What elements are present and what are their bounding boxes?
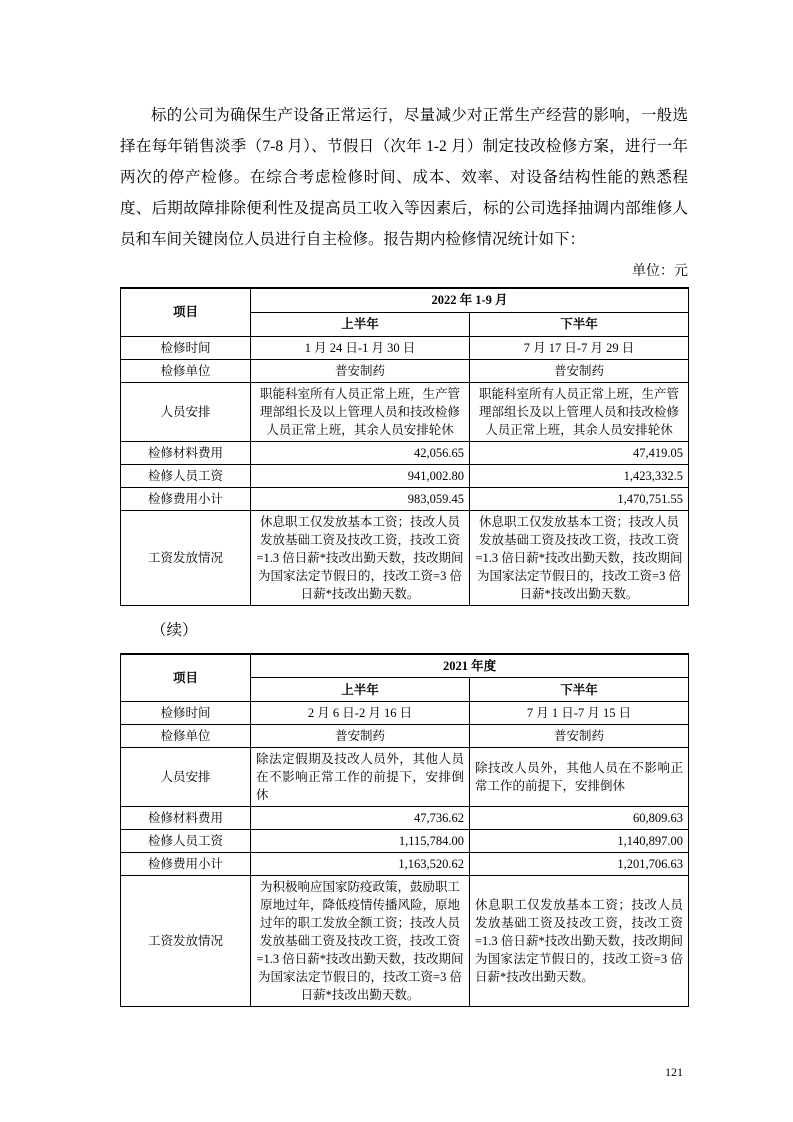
second-half-cell: 普安制药	[470, 725, 689, 748]
first-half-cell: 普安制药	[251, 725, 470, 748]
first-half-cell: 2 月 6 日-2 月 16 日	[251, 702, 470, 725]
first-half-cell: 42,056.65	[251, 441, 470, 464]
row-label: 检修材料费用	[121, 441, 251, 464]
second-half-cell: 7 月 17 日-7 月 29 日	[470, 336, 689, 359]
second-half-cell: 1,423,332.5	[470, 464, 689, 487]
table-row-staff-arrangement	[121, 748, 689, 807]
table-row-repair-time	[121, 336, 689, 359]
table-row-repair-unit	[121, 359, 689, 382]
table-row-staff-arrangement	[121, 382, 689, 441]
row-label: 检修人员工资	[121, 464, 251, 487]
first-half-cell: 1,163,520.62	[251, 853, 470, 876]
table-header-row	[121, 654, 689, 678]
row-label: 检修时间	[121, 336, 251, 359]
first-half-cell: 为积极响应国家防疫政策，鼓励职工原地过年，降低疫情传播风险，原地过年的职工发放全额工资；技改人员发放基础工资及技改工资，技改工资=1.3 倍日薪*技改出勤天数，技改期间为国家法定节假日的，技改工资=3 倍日薪*技改出勤天数。	[251, 876, 470, 1007]
second-half-cell: 1,201,706.63	[470, 853, 689, 876]
table-row-material-cost	[121, 441, 689, 464]
first-half-header: 上半年	[251, 312, 470, 336]
second-half-cell: 普安制药	[470, 359, 689, 382]
first-half-cell: 1,115,784.00	[251, 830, 470, 853]
second-half-cell: 休息职工仅发放基本工资；技改人员发放基础工资及技改工资，技改工资=1.3 倍日薪*技改出勤天数，技改期间为国家法定节假日的，技改工资=3 倍日薪*技改出勤天数。	[470, 510, 689, 605]
row-label: 工资发放情况	[121, 876, 251, 1007]
row-label: 人员安排	[121, 748, 251, 807]
row-label: 检修费用小计	[121, 853, 251, 876]
table-row-wage-payment	[121, 510, 689, 605]
second-half-cell: 除技改人员外，其他人员在不影响正常工作的前提下，安排倒休	[470, 748, 689, 807]
second-half-cell: 1,140,897.00	[470, 830, 689, 853]
table-row-material-cost	[121, 807, 689, 830]
second-half-cell: 职能科室所有人员正常上班，生产管理部组长及以上管理人员和技改检修人员正常上班，其余人员安排轮休	[470, 382, 689, 441]
first-half-cell: 休息职工仅发放基本工资；技改人员发放基础工资及技改工资，技改工资=1.3 倍日薪*技改出勤天数，技改期间为国家法定节假日的，技改工资=3 倍日薪*技改出勤天数。	[251, 510, 470, 605]
first-half-cell: 941,002.80	[251, 464, 470, 487]
row-label: 检修材料费用	[121, 807, 251, 830]
row-label: 工资发放情况	[121, 510, 251, 605]
row-label: 检修单位	[121, 359, 251, 382]
intro-paragraph: 标的公司为确保生产设备正常运行，尽量减少对正常生产经营的影响，一般选择在每年销售淡季（7-8 月）、节假日（次年 1-2 月）制定技改检修方案，进行一年两次的停产检修。在综合考虑检修时间、成本、效率、对设备结构性能的熟悉程度、后期故障排除便利性及提高员工收入等因素后，标的公司选择抽调内部维修人员和车间关键岗位人员进行自主检修。报告期内检修情况统计如下：	[120, 107, 688, 248]
first-half-cell: 普安制药	[251, 359, 470, 382]
row-label: 人员安排	[121, 382, 251, 441]
first-half-cell: 除法定假期及技改人员外，其他人员在不影响正常工作的前提下，安排倒休	[251, 748, 470, 807]
second-half-cell: 47,419.05	[470, 441, 689, 464]
period-header-2021: 2021 年度	[251, 654, 689, 678]
second-half-cell: 休息职工仅发放基本工资；技改人员发放基础工资及技改工资，技改工资=1.3 倍日薪*技改出勤天数，技改期间为国家法定节假日的，技改工资=3 倍日薪*技改出勤天数。	[470, 876, 689, 1007]
item-column-header: 项目	[121, 288, 251, 336]
row-label: 检修费用小计	[121, 487, 251, 510]
table-row-wage-payment	[121, 876, 689, 1007]
first-half-cell: 983,059.45	[251, 487, 470, 510]
row-label: 检修时间	[121, 702, 251, 725]
page-number: 121	[665, 1065, 683, 1079]
table-row-staff-wages	[121, 830, 689, 853]
unit-label: 单位：元	[632, 264, 688, 279]
row-label: 检修单位	[121, 725, 251, 748]
second-half-header: 下半年	[470, 312, 689, 336]
table-row-repair-unit	[121, 725, 689, 748]
second-half-cell: 60,809.63	[470, 807, 689, 830]
table-header-row	[121, 288, 689, 312]
first-half-cell: 职能科室所有人员正常上班，生产管理部组长及以上管理人员和技改检修人员正常上班，其余人员安排轮休	[251, 382, 470, 441]
continued-label: （续）	[151, 621, 198, 639]
second-half-cell: 7 月 1 日-7 月 15 日	[470, 702, 689, 725]
maintenance-table-2021	[120, 653, 689, 1008]
table-row-repair-time	[121, 702, 689, 725]
second-half-cell: 1,470,751.55	[470, 487, 689, 510]
first-half-cell: 1 月 24 日-1 月 30 日	[251, 336, 470, 359]
item-column-header: 项目	[121, 654, 251, 702]
row-label: 检修人员工资	[121, 830, 251, 853]
maintenance-table-2022	[120, 287, 689, 606]
table-row-staff-wages	[121, 464, 689, 487]
period-header-2022: 2022 年 1-9 月	[251, 288, 689, 312]
first-half-cell: 47,736.62	[251, 807, 470, 830]
second-half-header: 下半年	[470, 678, 689, 702]
table-row-cost-subtotal	[121, 487, 689, 510]
first-half-header: 上半年	[251, 678, 470, 702]
table-row-cost-subtotal	[121, 853, 689, 876]
